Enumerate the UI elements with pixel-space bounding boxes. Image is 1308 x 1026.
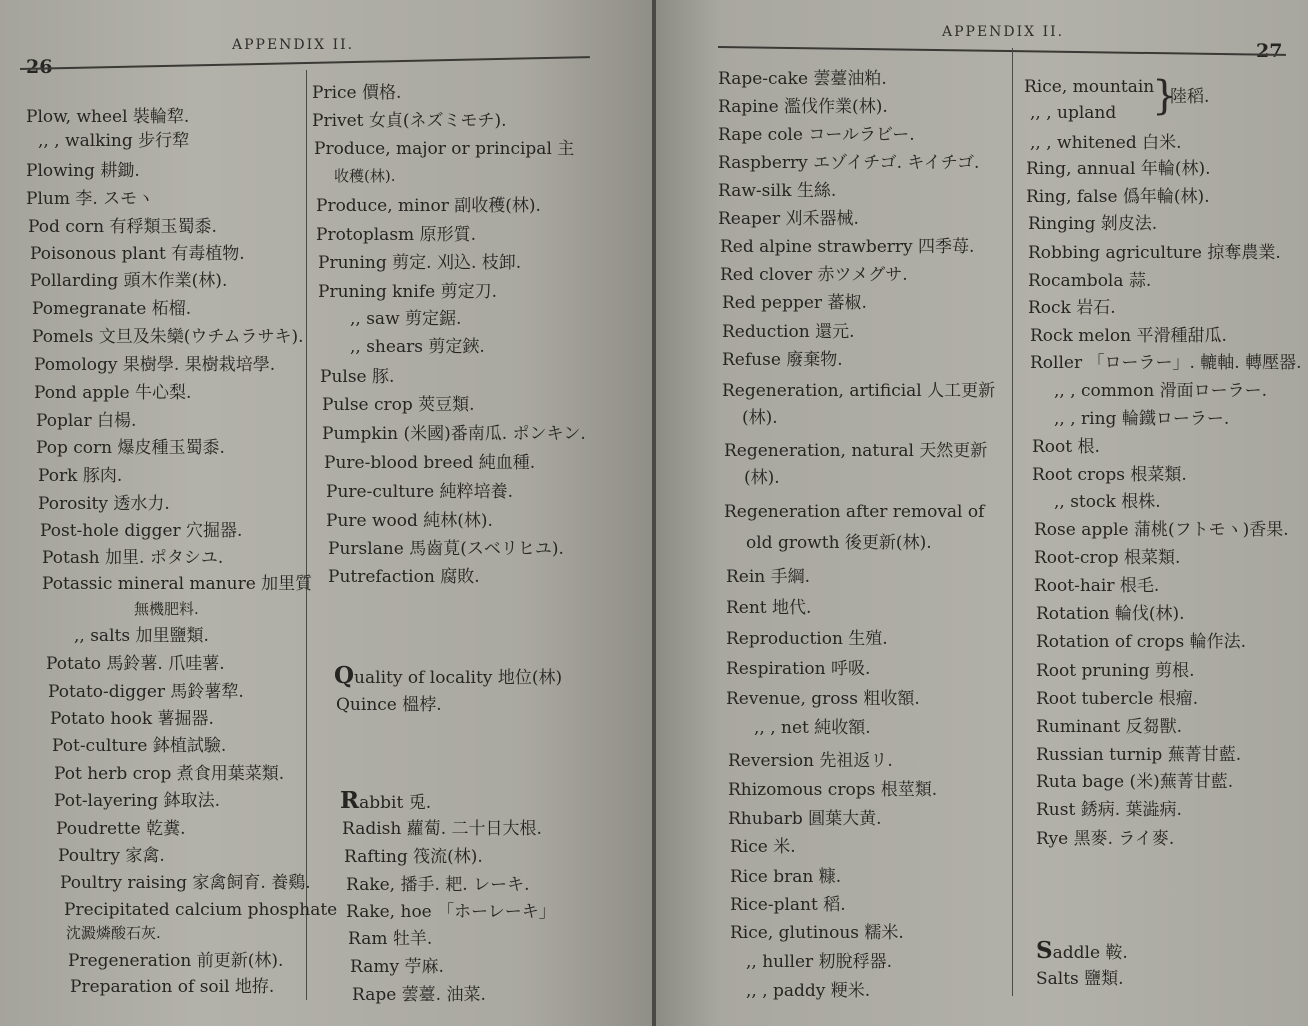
left-col1-entry: Porosity 透水力. [38, 494, 170, 514]
left-col2-entry: Pulse 豚. [320, 367, 395, 387]
left-col2-entry: Pure-blood breed 純血種. [324, 453, 536, 473]
right-col1-entry: Rice-plant 稻. [730, 895, 846, 915]
right-col1-entry: Regeneration, natural 天然更新 [724, 441, 988, 461]
left-col1-entry: Pomels 文旦及朱欒(ウチムラサキ). [32, 327, 304, 347]
left-col1-entry: Poultry 家禽. [58, 846, 165, 866]
right-col2-entry: Rice, mountain [1024, 77, 1155, 97]
left-col1-entry: 沈澱燐酸石灰. [66, 924, 161, 942]
right-col2-entry: Robbing agriculture 掠奪農業. [1028, 243, 1281, 263]
right-col1-entry: Reversion 先祖返リ. [728, 751, 893, 771]
right-col2-entry: ,, , upland [1030, 103, 1117, 123]
right-col2-entry: Ringing 剝皮法. [1028, 214, 1158, 234]
right-col2-entry: Rotation 輪伐(林). [1036, 604, 1185, 624]
right-col1-entry: Reaper 刈禾器械. [718, 209, 859, 229]
left-col1-entry: Potato-digger 馬鈴薯犂. [48, 682, 244, 702]
column-divider-right [1012, 48, 1013, 996]
left-col1-entry: Pop corn 爆皮種玉蜀黍. [36, 438, 225, 458]
left-col1-entry: Poisonous plant 有毒植物. [30, 244, 245, 264]
left-col2-entry: Rafting 筏流(林). [344, 847, 483, 867]
right-col2-entry: Root crops 根菜類. [1032, 465, 1187, 485]
left-col2-entry: Ram 牡羊. [348, 929, 433, 949]
right-col1-entry: Refuse 廢棄物. [722, 350, 843, 370]
left-col2-entry: Pruning 剪定. 刈込. 枝卸. [318, 253, 522, 273]
left-col2-entry: Rabbit 兎. [340, 787, 432, 814]
right-col1-entry: Red clover 赤ツメグサ. [720, 265, 908, 285]
left-col1-entry: Pork 豚肉. [38, 466, 123, 486]
left-col1-entry: ,, salts 加里鹽類. [74, 626, 209, 646]
running-head-left: APPENDIX II. [232, 37, 355, 53]
left-col2-entry: Rape 蕓薹. 油菜. [352, 985, 486, 1005]
right-col1-entry: ,, , paddy 粳米. [746, 981, 871, 1001]
left-col2-entry: Price 價格. [312, 83, 402, 103]
left-col2-entry: ,, saw 剪定鋸. [350, 309, 462, 329]
left-col1-entry: Pot-culture 鉢植試驗. [52, 736, 227, 756]
right-col1-entry: Rhubarb 圓葉大黄. [728, 809, 882, 829]
right-col2-entry: Russian turnip 蕪菁甘藍. [1036, 745, 1242, 765]
right-col2-entry: Rotation of crops 輪作法. [1036, 632, 1247, 652]
right-col2-entry: Root-hair 根毛. [1034, 576, 1160, 596]
right-col1-entry: Rice, glutinous 糯米. [730, 923, 904, 943]
right-col1-entry: Respiration 呼吸. [726, 659, 871, 679]
left-col2-entry: 收穫(林). [334, 167, 396, 185]
right-col1-entry: Red alpine strawberry 四季苺. [720, 237, 975, 257]
right-col2-entry: Root tubercle 根瘤. [1036, 689, 1199, 709]
left-col2-entry: Produce, major or principal 主 [314, 139, 575, 159]
right-col2-entry: Rose apple 蒲桃(フトモヽ)香果. [1034, 520, 1289, 540]
left-col1-entry: Precipitated calcium phosphate [64, 900, 338, 920]
right-col1-entry: Rape-cake 蕓薹油粕. [718, 69, 887, 89]
left-col1-entry: Pomology 果樹學. 果樹栽培學. [34, 355, 276, 375]
left-col1-entry: Poplar 白楊. [36, 411, 137, 431]
left-col1-entry: Pot-layering 鉢取法. [54, 791, 220, 811]
left-col2-entry: Putrefaction 腐敗. [328, 567, 480, 587]
right-col2-entry: Root pruning 剪根. [1036, 661, 1195, 681]
left-col2-entry: Pumpkin (米國)番南瓜. ポンキン. [322, 424, 586, 444]
left-col2-entry: Privet 女貞(ネズミモチ). [312, 111, 507, 131]
right-col2-entry: 陸稻. [1170, 87, 1210, 107]
header-rule-right [718, 46, 1286, 56]
right-col2-entry: ,, , common 滑面ローラー. [1054, 381, 1268, 401]
left-col1-entry: Potato 馬鈴薯. 爪哇薯. [46, 654, 225, 674]
right-col1-entry: Red pepper 蕃椒. [722, 293, 867, 313]
left-col1-entry: Poultry raising 家禽飼育. 養鷄. [60, 873, 311, 893]
right-col2-entry: Ruminant 反芻獸. [1036, 717, 1182, 737]
left-col2-entry: Rake, hoe 「ホーレーキ」 [346, 902, 556, 922]
left-col2-entry: Quince 榲桲. [336, 695, 442, 715]
right-col2-entry: ,, , ring 輪鐵ローラー. [1054, 409, 1230, 429]
right-col2-entry: Saddle 鞍. [1036, 937, 1128, 964]
left-col1-entry: ,, , walking 步行犂 [38, 131, 190, 151]
right-col1-entry: Raspberry エゾイチゴ. キイチゴ. [718, 153, 980, 173]
right-col1-entry: ,, huller 籾脫稃器. [746, 952, 892, 972]
right-col2-entry: Roller 「ローラー」. 轆軸. 轉壓器. [1030, 353, 1302, 373]
left-col2-entry: Pruning knife 剪定刀. [318, 282, 497, 302]
column-divider-left [306, 70, 307, 1000]
right-col2-entry: Rock melon 平滑種甜瓜. [1030, 326, 1227, 346]
right-col2-entry: Ring, annual 年輪(林). [1026, 159, 1211, 179]
page-number-right: 27 [1256, 40, 1283, 62]
right-col1-entry: Regeneration after removal of [724, 502, 985, 522]
left-col1-entry: Preparation of soil 地拵. [70, 977, 275, 997]
right-col1-entry: (林). [742, 408, 778, 428]
right-col2-entry: ,, , whitened 白米. [1030, 133, 1182, 153]
left-col1-entry: Post-hole digger 穴掘器. [40, 521, 243, 541]
left-col1-entry: Pond apple 牛心梨. [34, 383, 192, 403]
right-col2-entry: Salts 鹽類. [1036, 969, 1124, 989]
running-head-right: APPENDIX II. [942, 24, 1065, 40]
right-col1-entry: Raw-silk 生絲. [718, 181, 837, 201]
right-col1-entry: Rapine 濫伐作業(林). [718, 97, 888, 117]
right-col2-entry: ,, stock 根株. [1054, 492, 1161, 512]
right-col2-entry: Root-crop 根菜類. [1034, 548, 1181, 568]
right-col2-entry: Rust 銹病. 葉澁病. [1036, 800, 1182, 820]
left-col2-entry: Ramy 苧麻. [350, 957, 444, 977]
right-col1-entry: (林). [744, 468, 780, 488]
left-col1-entry: Pregeneration 前更新(林). [68, 951, 284, 971]
right-col2-entry: Rocambola 蒜. [1028, 271, 1152, 291]
right-col2-entry: Root 根. [1032, 437, 1100, 457]
left-col1-entry: Pod corn 有稃類玉蜀黍. [28, 217, 217, 237]
left-col1-entry: Potassic mineral manure 加里質 [42, 574, 313, 594]
brace-glyph: } [1152, 73, 1178, 119]
right-col1-entry: Reduction 還元. [722, 322, 855, 342]
left-col2-entry: Produce, minor 副收穫(林). [316, 196, 541, 216]
left-col2-entry: Rake, 播手. 耙. レーキ. [346, 875, 530, 895]
left-col1-entry: Pomegranate 柘榴. [32, 299, 192, 319]
right-col1-entry: Rice bran 糠. [730, 867, 842, 887]
left-col2-entry: Radish 蘿蔔. 二十日大根. [342, 819, 542, 839]
left-col2-entry: Pulse crop 莢豆類. [322, 395, 475, 415]
header-rule-left [20, 56, 590, 70]
left-col1-entry: 無機肥料. [134, 600, 199, 618]
right-col1-entry: ,, , net 純收額. [754, 718, 871, 738]
right-col1-entry: old growth 後更新(林). [746, 533, 932, 553]
left-col2-entry: ,, shears 剪定鋏. [350, 337, 485, 357]
left-col1-entry: Plum 李. スモヽ [26, 189, 155, 209]
left-col1-entry: Plow, wheel 裝輪犂. [26, 107, 190, 127]
right-col1-entry: Rape cole コールラビー. [718, 125, 915, 145]
right-col1-entry: Rent 地代. [726, 598, 812, 618]
left-col1-entry: Plowing 耕鋤. [26, 161, 140, 181]
right-col1-entry: Revenue, gross 粗收額. [726, 689, 920, 709]
right-col1-entry: Rhizomous crops 根莖類. [728, 780, 938, 800]
left-col1-entry: Potato hook 薯掘器. [50, 709, 214, 729]
left-col2-entry: Purslane 馬齒莧(スベリヒユ). [328, 539, 564, 559]
right-col2-entry: Rye 黑麥. ライ麥. [1036, 829, 1175, 849]
right-col1-entry: Rice 米. [730, 837, 796, 857]
left-col2-entry: Quality of locality 地位(林) [334, 662, 563, 689]
right-col1-entry: Regeneration, artificial 人工更新 [722, 381, 996, 401]
left-col1-entry: Pot herb crop 煮食用葉菜類. [54, 764, 285, 784]
left-col2-entry: Pure-culture 純粹培養. [326, 482, 513, 502]
left-col2-entry: Pure wood 純林(林). [326, 511, 493, 531]
left-col1-entry: Potash 加里. ポタシユ. [42, 548, 224, 568]
right-col1-entry: Rein 手綱. [726, 567, 811, 587]
left-col2-entry: Protoplasm 原形質. [316, 225, 476, 245]
right-page [656, 0, 1308, 1026]
left-col1-entry: Poudrette 乾糞. [56, 819, 186, 839]
right-col2-entry: Ruta bage (米)蕪菁甘藍. [1036, 772, 1234, 792]
right-col2-entry: Ring, false 僞年輪(林). [1026, 187, 1210, 207]
right-col2-entry: Rock 岩石. [1028, 298, 1116, 318]
right-col1-entry: Reproduction 生殖. [726, 629, 888, 649]
left-col1-entry: Pollarding 頭木作業(林). [30, 271, 228, 291]
